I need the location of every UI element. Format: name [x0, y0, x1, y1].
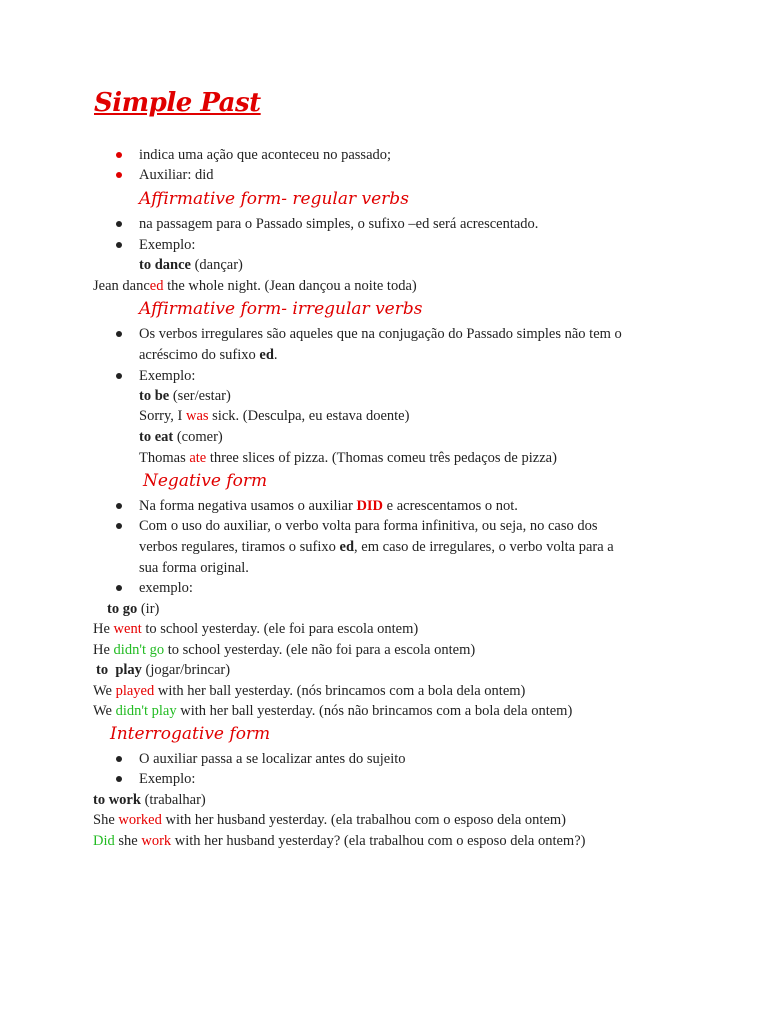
- sentence-part: Sorry, I: [139, 408, 186, 424]
- sentence-part: to school yesterday. (ele foi para escola ontem): [141, 621, 419, 637]
- sentence-part: she: [114, 833, 142, 849]
- highlight-red: was: [185, 408, 209, 424]
- example-verb-line: [139, 255, 243, 275]
- verb: to dance: [139, 257, 191, 273]
- example-verb-line: [93, 790, 206, 810]
- example-sentence: [139, 448, 557, 468]
- sentence-part: She: [93, 812, 119, 828]
- sentence-part: with her husband yesterday? (ela trabalhou com o esposo dela ontem?): [171, 833, 586, 849]
- sentence-part: sick. (Desculpa, eu estava doente): [208, 408, 410, 424]
- example-sentence: [93, 701, 572, 721]
- highlight-red: played: [115, 683, 155, 699]
- sentence-part: the whole night. (Jean dançou a noite toda): [163, 278, 417, 294]
- bullet-icon: [116, 221, 122, 227]
- affirmative-regular-bullet-1: na passagem para o Passado simples, o sufixo –ed será acrescentado.: [139, 216, 539, 232]
- affirmative-irregular-bullet-1-line-1: Os verbos irregulares são aqueles que na conjugação do Passado simples não tem o: [139, 326, 622, 342]
- highlight-green: didn't go: [113, 642, 165, 658]
- verb-translation: (jogar/brincar): [141, 662, 231, 678]
- affirmative-irregular-bullet-1-line-2: [139, 345, 278, 365]
- highlight-red: DID: [356, 498, 384, 514]
- example-verb-line: [139, 386, 231, 406]
- highlight-green: Did: [93, 833, 115, 849]
- example-sentence: [93, 681, 525, 701]
- verb-translation: (dançar): [190, 257, 243, 273]
- affirmative-irregular-bullet-2: Exemplo:: [139, 368, 196, 384]
- bullet-icon: [116, 776, 122, 782]
- bullet-icon: [116, 756, 122, 762]
- sentence-part: He: [93, 642, 114, 658]
- verb: to go: [107, 601, 138, 617]
- highlight-red: ate: [189, 450, 207, 466]
- page-title: Simple Past: [94, 88, 261, 118]
- highlight-red: work: [141, 833, 172, 849]
- text-part: , em caso de irregulares, o verbo volta para a: [354, 539, 614, 555]
- verb: to eat: [139, 429, 174, 445]
- bullet-icon: [116, 523, 122, 529]
- sentence-part: to school yesterday. (ele não foi para a escola ontem): [164, 642, 476, 658]
- interrogative-bullet-2: Exemplo:: [139, 771, 196, 787]
- text-part: e acrescentamos o not.: [383, 498, 518, 514]
- affirmative-regular-bullet-2: Exemplo:: [139, 237, 196, 253]
- sentence-part: three slices of pizza. (Thomas comeu três pedaços de pizza): [206, 450, 557, 466]
- negative-bullet-2-line-2: [139, 537, 614, 557]
- sentence-part: We: [93, 683, 116, 699]
- text-part: verbos regulares, tiramos o sufixo: [139, 539, 340, 555]
- heading-affirmative-irregular: Affirmative form- irregular verbs: [139, 299, 423, 319]
- text-part: .: [273, 347, 278, 363]
- heading-interrogative: Interrogative form: [110, 724, 271, 744]
- negative-bullet-3: exemplo:: [139, 580, 193, 596]
- verb-translation: (comer): [173, 429, 223, 445]
- highlight-red: ed: [149, 278, 164, 294]
- example-sentence: [93, 640, 475, 660]
- sentence-part: Thomas: [139, 450, 190, 466]
- sentence-part: with her ball yesterday. (nós brincamos com a bola dela ontem): [154, 683, 526, 699]
- bullet-icon: [116, 503, 122, 509]
- sentence-part: We: [93, 703, 116, 719]
- verb: to work: [93, 792, 141, 808]
- bullet-icon: [116, 152, 122, 158]
- example-sentence: [93, 276, 417, 296]
- example-sentence: [93, 831, 585, 851]
- verb-translation: (ir): [137, 601, 160, 617]
- example-verb-line: [107, 599, 159, 619]
- verb: to play: [96, 662, 142, 678]
- interrogative-bullet-1: O auxiliar passa a se localizar antes do sujeito: [139, 751, 406, 767]
- verb: to be: [139, 388, 170, 404]
- text-part: Na forma negativa usamos o auxiliar: [139, 498, 357, 514]
- bullet-icon: [116, 585, 122, 591]
- intro-bullet-1: indica uma ação que aconteceu no passado;: [139, 147, 392, 163]
- bold-suffix: ed: [339, 539, 355, 555]
- intro-bullet-2: Auxiliar: did: [139, 167, 214, 183]
- bullet-icon: [116, 373, 122, 379]
- negative-bullet-2-line-1: Com o uso do auxiliar, o verbo volta para forma infinitiva, ou seja, no caso dos: [139, 518, 598, 534]
- example-sentence: [93, 810, 566, 830]
- bullet-icon: [116, 331, 122, 337]
- example-sentence: [93, 619, 418, 639]
- example-sentence: [139, 406, 409, 426]
- example-verb-line: [139, 427, 223, 447]
- bold-suffix: ed: [259, 347, 274, 363]
- highlight-red: worked: [118, 812, 162, 828]
- heading-negative: Negative form: [143, 471, 268, 491]
- sentence-part: with her ball yesterday. (nós não brincamos com a bola dela ontem): [176, 703, 573, 719]
- bullet-icon: [116, 242, 122, 248]
- sentence-part: He: [93, 621, 114, 637]
- heading-affirmative-regular: Affirmative form- regular verbs: [139, 189, 409, 209]
- sentence-part: with her husband yesterday. (ela trabalhou com o esposo dela ontem): [161, 812, 567, 828]
- highlight-red: went: [113, 621, 142, 637]
- negative-bullet-2-line-3: sua forma original.: [139, 560, 249, 576]
- bullet-icon: [116, 172, 122, 178]
- negative-bullet-1: [139, 496, 518, 516]
- highlight-green: didn't play: [115, 703, 177, 719]
- sentence-part: Jean danc: [93, 278, 150, 294]
- example-verb-line: [96, 660, 230, 680]
- verb-translation: (ser/estar): [169, 388, 231, 404]
- text-part: acréscimo do sufixo: [139, 347, 260, 363]
- verb-translation: (trabalhar): [140, 792, 206, 808]
